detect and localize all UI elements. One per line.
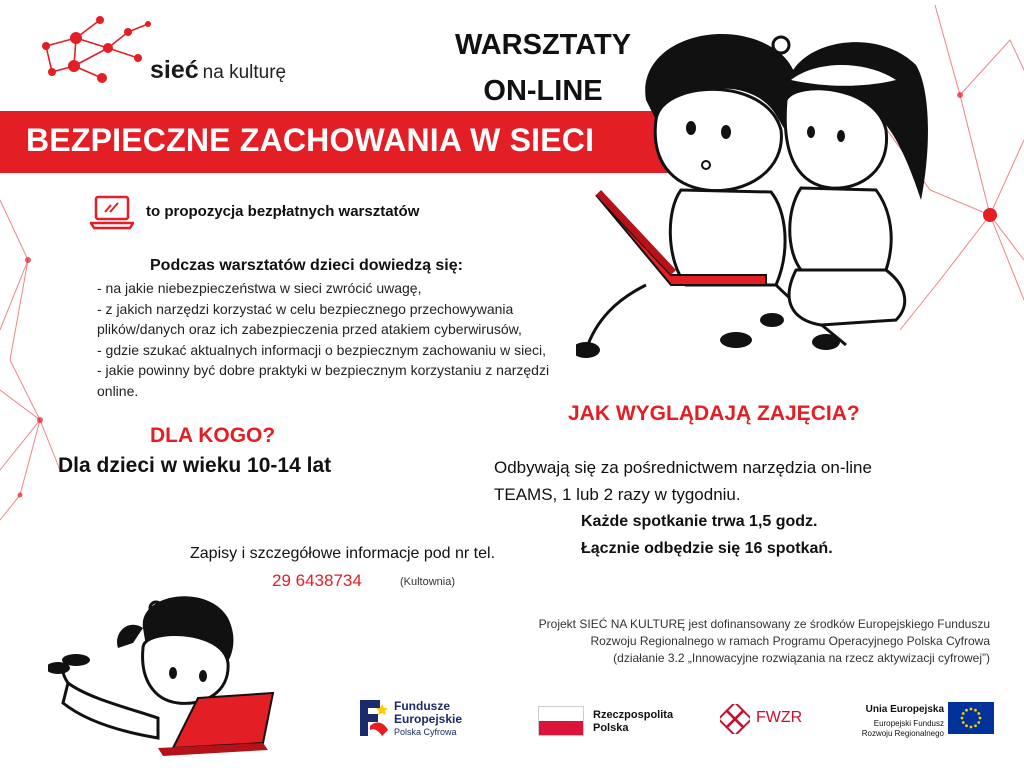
audience-heading: DLA KOGO?: [150, 424, 276, 447]
rp-logo-line1: Rzeczpospolita: [593, 709, 674, 721]
phone-note: (Kultownia): [400, 576, 456, 588]
eu-star: [977, 712, 980, 715]
polish-flag-icon: [538, 706, 584, 736]
fe-logo-line2: Europejskie: [394, 712, 463, 726]
fe-logo-line1: Fundusze: [394, 699, 450, 713]
eu-star: [977, 721, 980, 724]
brand-logo-text: [150, 56, 286, 85]
project-note-line: Projekt SIEĆ NA KULTURĘ jest dofinansowany ze środków Europejskiego Funduszu: [538, 617, 990, 631]
workshop-title-line1: WARSZTATY: [454, 29, 632, 61]
format-heading: JAK WYGLĄDAJĄ ZAJĘCIA?: [568, 402, 860, 425]
phone-number[interactable]: 29 6438734: [272, 571, 362, 590]
learn-list-item: online.: [97, 382, 139, 399]
format-line: Łącznie odbędzie się 16 spotkań.: [581, 540, 833, 557]
ue-logo-line1: Unia Europejska: [865, 704, 944, 715]
learn-list: [97, 278, 637, 402]
learn-heading: Podczas warsztatów dzieci dowiedzą się:: [150, 257, 463, 274]
eu-star: [962, 721, 965, 724]
fwzr-logo-text: FWZR: [756, 709, 803, 726]
brand-light: na kulturę: [202, 62, 287, 83]
eu-star: [962, 712, 965, 715]
contact-text: Zapisy i szczegółowe informacje pod nr tel.: [190, 545, 496, 562]
eu-flag-icon: [948, 702, 994, 734]
learn-list-item: plików/danych oraz ich zabezpieczenia przed atakiem cyberwirusów,: [97, 321, 522, 338]
project-funding-note: [490, 616, 990, 667]
format-line: Każde spotkanie trwa 1,5 godz.: [581, 513, 818, 530]
eu-star: [974, 724, 977, 727]
eu-star: [979, 717, 982, 720]
child-lying-illustration: [48, 588, 284, 758]
project-note-line: (działanie 3.2 „Innowacyjne rozwiązania na rzecz aktywizacji cyfrowej”): [613, 651, 990, 665]
fundusze-europejskie-icon: [356, 696, 390, 740]
rp-logo-line2: Polska: [593, 722, 629, 734]
eu-star: [970, 708, 973, 711]
brand-bold: sieć: [150, 56, 199, 84]
learn-list-item: - gdzie szukać aktualnych informacji o bezpiecznym zachowaniu w sieci,: [97, 341, 546, 358]
eu-star: [965, 709, 968, 712]
eu-star: [974, 709, 977, 712]
laptop-icon: [90, 194, 134, 230]
eu-star: [965, 724, 968, 727]
project-note-line: Rozwoju Regionalnego w ramach Programu Operacyjnego Polska Cyfrowa: [590, 634, 990, 648]
ue-logo-line3: Rozwoju Regionalnego: [861, 729, 944, 738]
learn-list-item: - na jakie niebezpieczeństwa w sieci zwrócić uwagę,: [97, 280, 422, 296]
learn-list-item: - jakie powinny być dobre praktyki w bezpiecznym korzystaniu z narzędzi: [97, 362, 550, 379]
eu-star: [970, 726, 973, 729]
learn-list-item: - z jakich narzędzi korzystać w celu bezpiecznego przechowywania: [97, 300, 514, 317]
intro-text: to propozycja bezpłatnych warsztatów: [146, 203, 420, 220]
banner-title: BEZPIECZNE ZACHOWANIA W SIECI: [26, 122, 595, 158]
eu-star: [961, 717, 964, 720]
format-line: TEAMS, 1 lub 2 razy w tygodniu.: [494, 485, 741, 504]
ue-logo-line2: Europejski Fundusz: [873, 719, 944, 728]
format-line: Odbywają się za pośrednictwem narzędzia on-line: [494, 458, 872, 477]
audience-text: Dla dzieci w wieku 10-14 lat: [58, 454, 332, 477]
fe-logo-line3: Polska Cyfrowa: [394, 727, 457, 737]
fwzr-logo-icon: [720, 704, 750, 734]
workshop-title-line2: ON-LINE: [483, 75, 603, 107]
